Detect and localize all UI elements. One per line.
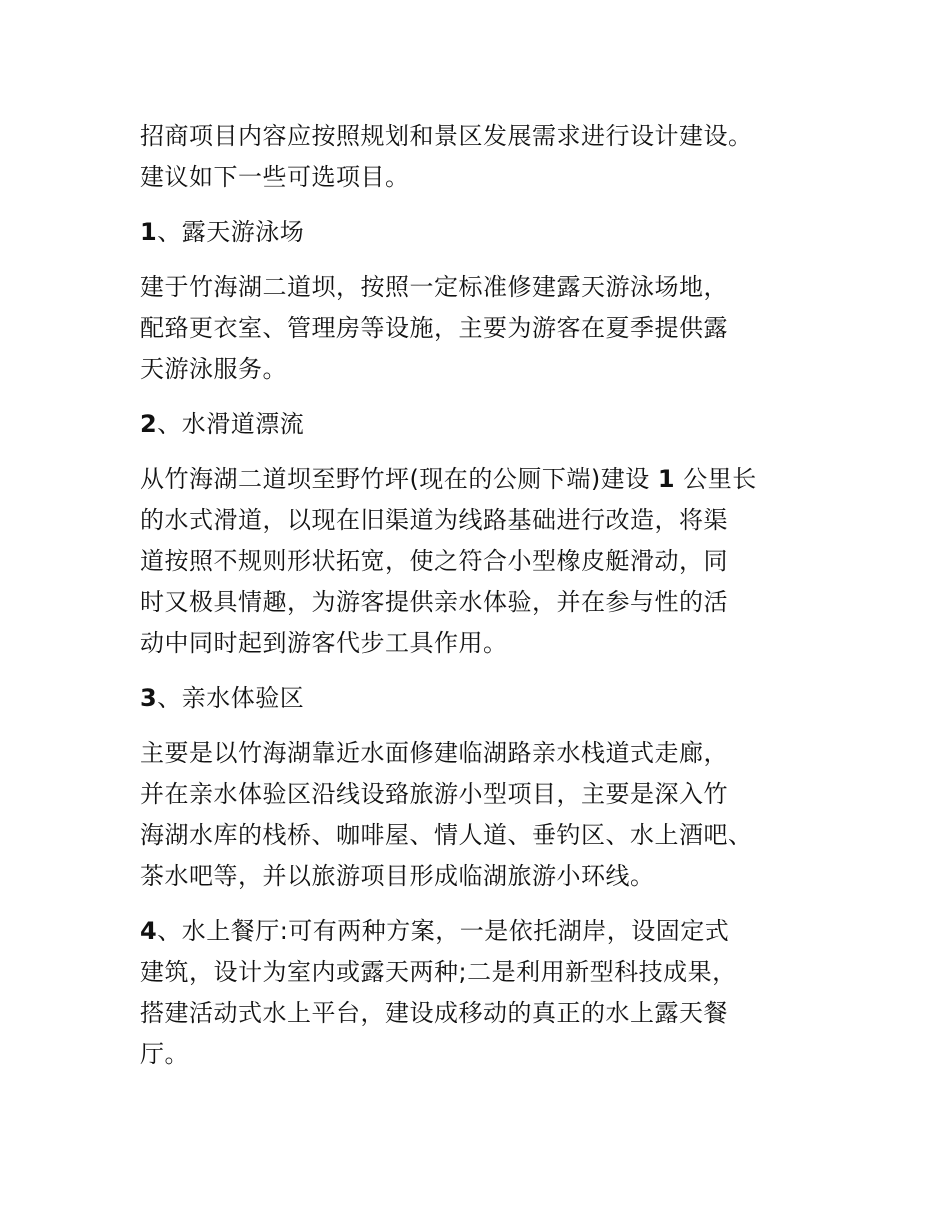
section-title: 露天游泳场 [181, 218, 305, 246]
text-line: 搭建活动式水上平台，建设成移动的真正的水上露天餐 [140, 999, 728, 1027]
section-2-paragraph [140, 459, 820, 664]
text-line: 的水式滑道，以现在旧渠道为线路基础进行改造，将渠 [140, 506, 728, 534]
document-body [140, 116, 820, 1075]
section-number: 3 [140, 684, 158, 712]
section-number: 1 [140, 218, 158, 246]
text-line: 动中同时起到游客代步工具作用。 [140, 629, 508, 657]
section-4-paragraph [140, 911, 820, 1075]
text-line: 建议如下一些可选项目。 [140, 163, 410, 191]
distance-number: 1 [657, 465, 676, 493]
text-line: 主要是以竹海湖靠近水面修建临湖路亲水栈道式走廊， [140, 739, 728, 767]
text-line-with-number [140, 459, 820, 500]
section-number: 4 [140, 917, 158, 945]
text-line: 时又极具情趣，为游客提供亲水体验，并在参与性的活 [140, 588, 728, 616]
section-number: 2 [140, 410, 158, 438]
intro-paragraph [140, 116, 820, 198]
text-segment: 公里长 [683, 465, 757, 493]
text-segment: 从竹海湖二道坝至野竹坪(现在的公厕下端)建设 [140, 465, 650, 493]
section-separator: 、 [157, 410, 182, 438]
text-line: 茶水吧等，并以旅游项目形成临湖旅游小环线。 [140, 862, 655, 890]
section-2-heading [140, 404, 820, 445]
text-line: 建筑，设计为室内或露天两种;二是利用新型科技成果， [140, 958, 737, 986]
text-line: 天游泳服务。 [140, 355, 287, 383]
section-separator: 、 [157, 684, 182, 712]
text-line: 厅。 [140, 1040, 189, 1068]
section-separator: 、 [157, 218, 182, 246]
text-line: 海湖水库的栈桥、咖啡屋、情人道、垂钓区、水上酒吧、 [140, 821, 753, 849]
text-line: 建于竹海湖二道坝，按照一定标准修建露天游泳场地， [140, 273, 728, 301]
text-line: 道按照不规则形状拓宽，使之符合小型橡皮艇滑动，同 [140, 547, 728, 575]
section-1-heading [140, 212, 820, 253]
text-line: 招商项目内容应按照规划和景区发展需求进行设计建设。 [140, 122, 753, 150]
text-line: 配臵更衣室、管理房等设施，主要为游客在夏季提供露 [140, 314, 728, 342]
text-segment: 、水上餐厅:可有两种方案，一是依托湖岸，设固定式 [157, 917, 730, 945]
section-3-paragraph [140, 733, 820, 897]
text-line: 并在亲水体验区沿线设臵旅游小型项目，主要是深入竹 [140, 780, 728, 808]
section-title: 水滑道漂流 [181, 410, 305, 438]
section-1-paragraph [140, 267, 820, 390]
section-3-heading [140, 678, 820, 719]
text-line-with-number [140, 911, 820, 952]
section-title: 亲水体验区 [181, 684, 305, 712]
